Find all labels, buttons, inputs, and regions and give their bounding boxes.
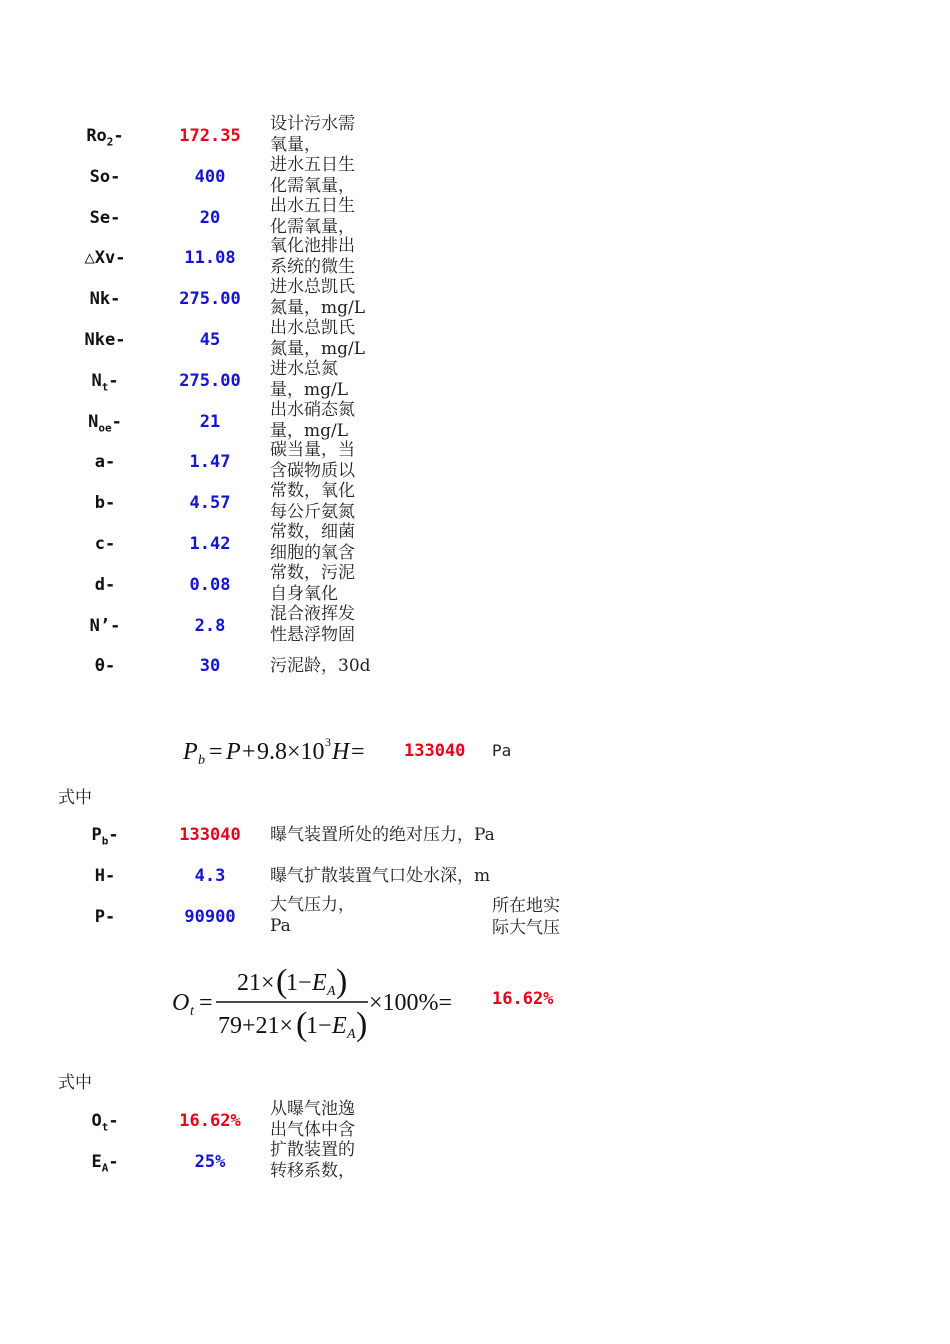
svg-text:P: P [226, 739, 241, 765]
label-where-1: 式中 [58, 788, 92, 808]
parameter-description: 曝气扩散装置气口处水深，m [270, 866, 491, 886]
svg-text:P: P [183, 739, 198, 765]
svg-text:1−: 1− [306, 1013, 332, 1039]
symbol-text: Nk- [89, 289, 121, 310]
parameter-value: 21 [199, 411, 221, 432]
parameter-description: 污泥龄，30d [270, 656, 371, 677]
svg-text:21×: 21× [237, 970, 275, 996]
parameter-symbol [60, 289, 150, 309]
parameter-description-extra: 所在地实 际大气压 [492, 896, 560, 938]
svg-text:(: ( [276, 963, 288, 1000]
svg-text:b: b [198, 753, 205, 767]
symbol-subscript: t [101, 1120, 109, 1134]
svg-text:E: E [332, 1013, 347, 1039]
parameter-value: 30 [199, 656, 221, 677]
svg-text:9.8×10: 9.8×10 [257, 739, 325, 765]
svg-text:E: E [312, 970, 327, 996]
symbol-suffix: - [113, 126, 124, 146]
parameter-value: 275.00 [179, 289, 241, 310]
parameter-symbol [60, 452, 150, 472]
formula-pb-svg [183, 735, 368, 767]
parameter-description: 碳当量，当 含碳物质以 [270, 440, 355, 482]
parameter-value: 90900 [184, 907, 236, 927]
parameter-value: 172.35 [179, 126, 241, 146]
symbol-subscript: b [101, 834, 109, 848]
parameter-symbol [60, 248, 150, 268]
parameter-description: 大气压力， Pa [270, 895, 355, 936]
svg-text:×100%=: ×100%= [369, 990, 453, 1016]
parameter-description: 设计污水需 氧量， [270, 114, 355, 155]
svg-text:A: A [347, 1027, 356, 1042]
symbol-subscript: oe [98, 420, 112, 434]
parameter-value: 1.47 [189, 452, 231, 473]
svg-text:): ) [356, 1006, 368, 1043]
parameter-description: 出水五日生 化需氧量， [270, 195, 355, 237]
formula-ot [172, 960, 462, 1057]
parameter-symbol [60, 1152, 150, 1174]
symbol-text: N’- [89, 615, 121, 636]
symbol-text: △Xv- [84, 248, 126, 269]
parameter-description: 出水总凯氏 氮量，mg/L [270, 318, 366, 359]
parameter-value: 20 [199, 207, 221, 228]
parameter-symbol [60, 371, 150, 393]
svg-text:H: H [332, 739, 350, 765]
parameter-symbol [60, 208, 150, 228]
symbol-text: Se- [89, 207, 121, 228]
svg-text:79+21×: 79+21× [218, 1013, 294, 1039]
parameter-description: 氧化池排出 系统的微生 [270, 236, 355, 278]
symbol-suffix: - [108, 825, 119, 845]
svg-text:O: O [172, 990, 190, 1016]
symbol-suffix: - [111, 411, 122, 432]
parameter-description: 曝气装置所处的绝对压力，Pa [270, 825, 495, 845]
formula-pb-unit: Pa [492, 741, 512, 760]
symbol-text: E [91, 1152, 102, 1172]
parameter-symbol [60, 493, 150, 513]
parameter-description: 常数，氧化 每公斤氨氮 [270, 481, 355, 523]
parameter-symbol [60, 907, 150, 927]
svg-text:=: = [351, 739, 365, 765]
symbol-text: H- [94, 866, 116, 886]
parameter-symbol [60, 412, 150, 434]
svg-text:t: t [190, 1004, 194, 1019]
symbol-suffix: - [108, 370, 119, 391]
parameter-description: 从曝气池逸 出气体中含 [270, 1099, 355, 1140]
symbol-subscript: t [101, 380, 109, 394]
parameter-description: 进水五日生 化需氧量， [270, 154, 355, 196]
parameter-value: 11.08 [184, 248, 236, 269]
symbol-text: P [91, 825, 102, 845]
formula-pb-result: 133040 [404, 741, 466, 761]
symbol-text: b- [94, 493, 116, 514]
parameter-symbol [60, 126, 150, 148]
symbol-text: O [91, 1111, 102, 1131]
parameter-value: 275.00 [179, 370, 241, 391]
parameter-description: 扩散装置的 转移系数， [270, 1140, 355, 1181]
formula-ot-svg [172, 960, 462, 1050]
symbol-text: d- [94, 574, 116, 595]
parameter-symbol [60, 534, 150, 554]
parameter-description: 进水总凯氏 氮量，mg/L [270, 277, 366, 319]
parameter-symbol [60, 575, 150, 595]
parameter-value: 400 [194, 166, 226, 187]
svg-text:A: A [327, 984, 336, 999]
symbol-text: Ro [86, 126, 107, 146]
parameter-description: 常数，污泥 自身氧化 [270, 562, 355, 604]
parameter-symbol [60, 866, 150, 886]
symbol-text: c- [94, 534, 116, 554]
symbol-subscript: A [101, 1161, 109, 1175]
svg-text:+: + [242, 739, 256, 765]
formula-pb [183, 735, 368, 774]
svg-text:): ) [336, 963, 348, 1000]
symbol-subscript: 2 [106, 135, 114, 149]
parameter-symbol [60, 1111, 150, 1133]
parameter-description: 出水硝态氮 量，mg/L [270, 399, 355, 441]
parameter-description: 常数，细菌 细胞的氧含 [270, 522, 355, 563]
symbol-suffix: - [108, 1111, 119, 1131]
parameter-value: 2.8 [194, 615, 226, 636]
parameter-value: 45 [199, 330, 221, 350]
parameter-symbol [60, 616, 150, 636]
svg-text:=: = [199, 990, 213, 1016]
symbol-text: So- [89, 166, 121, 187]
parameter-symbol [60, 167, 150, 187]
parameter-value: 16.62% [179, 1111, 241, 1131]
parameter-symbol [60, 330, 150, 350]
symbol-text: θ- [94, 656, 116, 677]
symbol-text: Nke- [84, 330, 126, 350]
formula-ot-result: 16.62% [492, 989, 554, 1009]
parameter-value: 133040 [179, 825, 241, 845]
parameter-symbol [60, 825, 150, 847]
svg-text:3: 3 [325, 735, 331, 749]
parameter-symbol [60, 656, 150, 676]
parameter-value: 4.57 [189, 493, 231, 514]
symbol-text: P- [94, 907, 116, 927]
svg-text:(: ( [296, 1006, 308, 1043]
parameter-value: 0.08 [189, 574, 231, 595]
symbol-text: N [88, 411, 99, 432]
parameter-description: 进水总氮 量，mg/L [270, 358, 349, 400]
parameter-value: 4.3 [194, 866, 226, 886]
svg-text:1−: 1− [286, 970, 312, 996]
symbol-text: N [91, 370, 102, 391]
parameter-value: 25% [194, 1152, 226, 1172]
parameter-value: 1.42 [189, 534, 231, 554]
symbol-suffix: - [108, 1152, 119, 1172]
symbol-text: a- [94, 452, 116, 473]
svg-text:=: = [209, 739, 223, 765]
label-where-2: 式中 [58, 1073, 92, 1093]
parameter-description: 混合液挥发 性悬浮物固 [270, 603, 355, 645]
